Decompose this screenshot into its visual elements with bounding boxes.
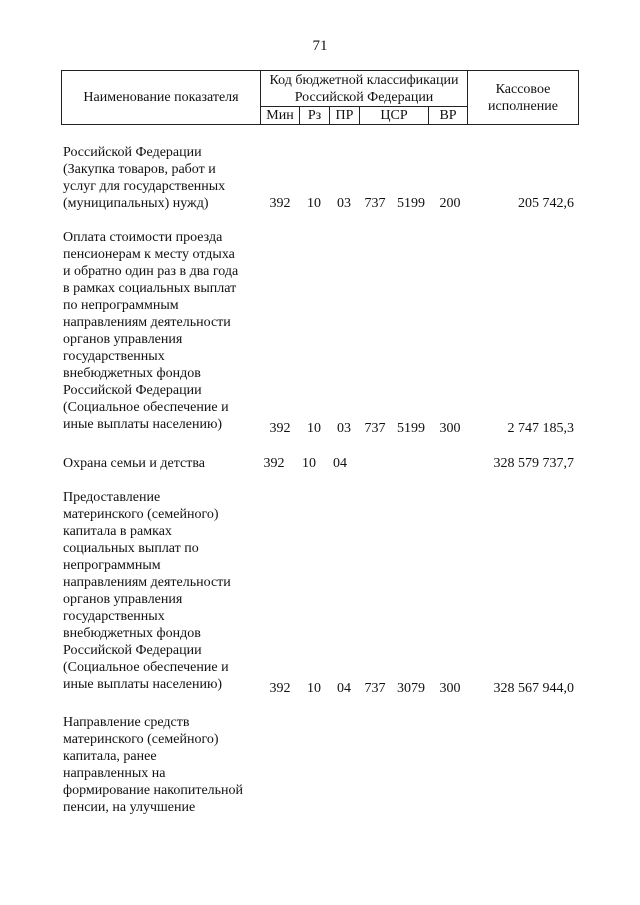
row-vr: 200 (439, 196, 461, 211)
header-amount-label: Кассовое исполнение (488, 82, 558, 114)
row-csr-a: 737 (364, 196, 386, 211)
row-name: Оплата стоимости проезда пенсионерам к месту отдыха и обратно один раз в два года в рамках социальных выплат по непрограммным направлениям деятельности органов управления государственных внебюджетных фондов Российской Федерации (Социальное обеспечение и иные выплаты населению) (63, 230, 239, 432)
row-rz: 10 (307, 196, 321, 211)
header-rz-label: Рз (307, 108, 322, 123)
row-amount: 2 747 185,3 (507, 421, 574, 436)
row-amount: 328 579 737,7 (493, 456, 574, 471)
row-pr: 04 (333, 456, 347, 471)
row-name: Предоставление материнского (семейного) капитала в рамках социальных выплат по непрограммным направлениям деятельности органов управления государственных внебюджетных фондов Российской Федерации (Социальное обеспечение и иные выплаты населению) (63, 490, 231, 692)
row-amount: 328 567 944,0 (493, 681, 574, 696)
row-amount: 205 742,6 (518, 196, 574, 211)
row-rz: 10 (302, 456, 316, 471)
header-pr-label: ПР (335, 108, 354, 123)
row-pr: 03 (337, 421, 351, 436)
row-csr-a: 737 (364, 681, 386, 696)
row-vr: 300 (439, 681, 461, 696)
row-min: 392 (263, 456, 285, 471)
header-name-label: Наименование показателя (83, 90, 239, 105)
header-code-group-label: Код бюджетной классификации Российской Федерации (269, 73, 459, 105)
row-min: 392 (269, 196, 291, 211)
row-csr-b: 5199 (397, 196, 425, 211)
header-csr-label: ЦСР (380, 108, 408, 123)
row-csr-a: 737 (364, 421, 386, 436)
row-pr: 03 (337, 196, 351, 211)
row-rz: 10 (307, 421, 321, 436)
row-rz: 10 (307, 681, 321, 696)
row-csr-b: 3079 (397, 681, 425, 696)
header-min-label: Мин (266, 108, 294, 123)
row-name: Охрана семьи и детства (63, 456, 205, 471)
row-pr: 04 (337, 681, 351, 696)
row-name: Российской Федерации (Закупка товаров, работ и услуг для государственных (муниципальных) нужд) (63, 145, 226, 211)
row-vr: 300 (439, 421, 461, 436)
row-min: 392 (269, 681, 291, 696)
header-vr-label: ВР (439, 108, 457, 123)
row-csr-b: 5199 (397, 421, 425, 436)
row-min: 392 (269, 421, 291, 436)
page-number: 71 (312, 38, 328, 54)
row-name: Направление средств материнского (семейного) капитала, ранее направленных на формирование накопительной пенсии, на улучшение (63, 715, 244, 815)
